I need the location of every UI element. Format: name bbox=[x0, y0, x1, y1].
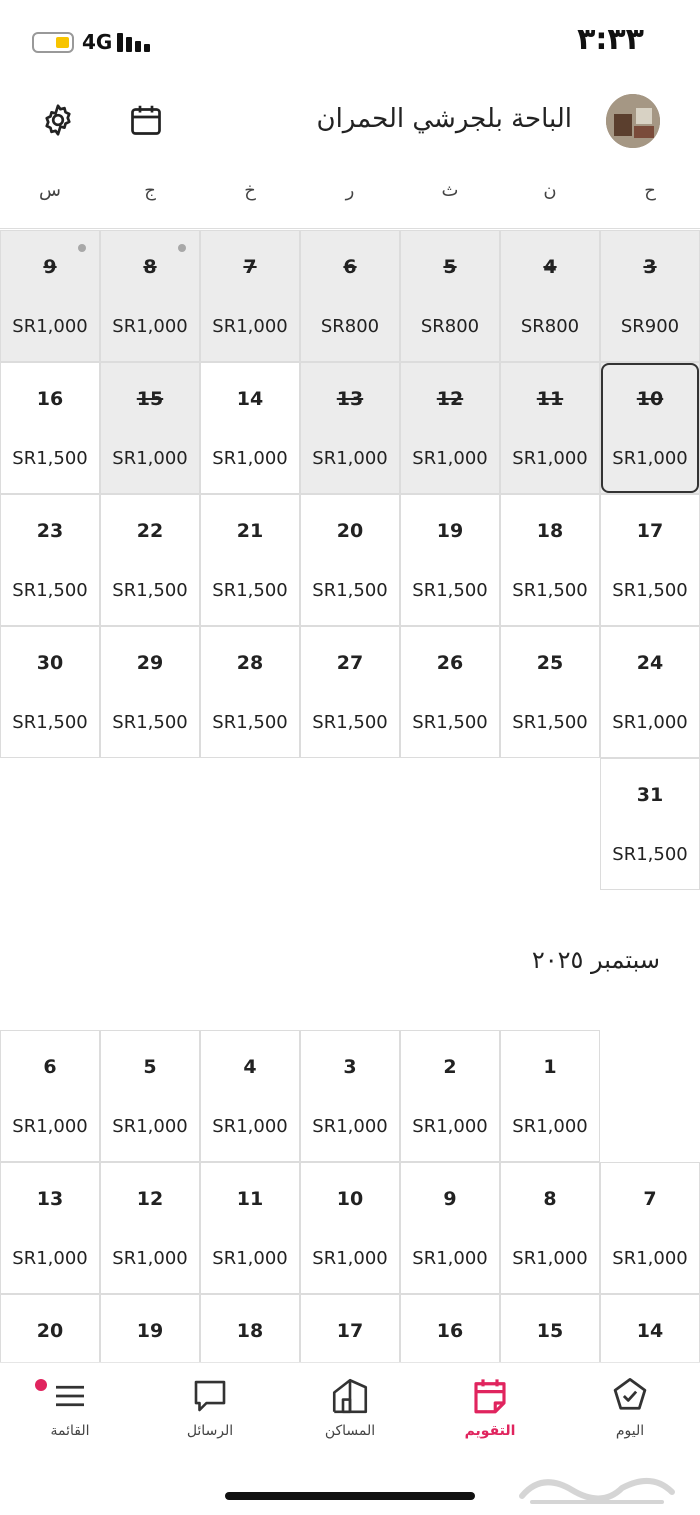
network-type: 4G bbox=[82, 30, 113, 54]
status-time: ٣:٣٣ bbox=[577, 22, 644, 57]
day-number: 18 bbox=[236, 1320, 264, 1342]
header bbox=[0, 84, 700, 164]
day-number: 22 bbox=[136, 520, 164, 542]
calendar-day[interactable] bbox=[600, 1162, 700, 1294]
day-number: 27 bbox=[336, 652, 364, 674]
day-number: 8 bbox=[543, 1188, 557, 1210]
calendar-day[interactable] bbox=[100, 1030, 200, 1162]
day-number: 13 bbox=[36, 1188, 64, 1210]
day-price: SR1,500 bbox=[412, 580, 488, 601]
day-number: 10 bbox=[636, 388, 664, 410]
day-price: SR1,000 bbox=[312, 1248, 388, 1269]
calendar-day[interactable] bbox=[200, 1162, 300, 1294]
day-price: SR1,000 bbox=[12, 1116, 88, 1137]
day-number: 29 bbox=[136, 652, 164, 674]
calendar-day[interactable] bbox=[300, 494, 400, 626]
calendar-day[interactable] bbox=[100, 626, 200, 758]
listing-title[interactable]: الباحة بلجرشي الحمران bbox=[316, 104, 572, 134]
calendar-day[interactable] bbox=[400, 1030, 500, 1162]
weekday-label: ح bbox=[644, 180, 656, 201]
day-number: 10 bbox=[336, 1188, 364, 1210]
day-number: 26 bbox=[436, 652, 464, 674]
calendar-day[interactable] bbox=[500, 626, 600, 758]
day-price: SR1,000 bbox=[312, 448, 388, 469]
day-price: SR1,000 bbox=[112, 448, 188, 469]
calendar-day[interactable] bbox=[600, 494, 700, 626]
settings-icon[interactable] bbox=[38, 100, 78, 140]
calendar-day[interactable] bbox=[300, 362, 400, 494]
day-price: SR1,000 bbox=[212, 316, 288, 337]
nav-label: المساكن bbox=[324, 1423, 376, 1439]
day-price: SR1,000 bbox=[612, 1248, 688, 1269]
calendar-day[interactable] bbox=[500, 362, 600, 494]
calendar-day[interactable] bbox=[0, 494, 100, 626]
day-number: 4 bbox=[243, 1056, 257, 1078]
day-price: SR1,500 bbox=[512, 712, 588, 733]
day-price: SR1,000 bbox=[212, 1116, 288, 1137]
weekday-label: ج bbox=[144, 180, 156, 201]
calendar-day[interactable] bbox=[300, 1162, 400, 1294]
day-number: 7 bbox=[243, 256, 257, 278]
day-price: SR1,000 bbox=[12, 1248, 88, 1269]
calendar-day[interactable] bbox=[500, 230, 600, 362]
status-bar bbox=[0, 0, 700, 84]
day-price: SR1,500 bbox=[212, 580, 288, 601]
nav-label: القائمة bbox=[50, 1423, 90, 1439]
day-price: SR1,500 bbox=[212, 712, 288, 733]
day-price: SR1,000 bbox=[112, 1116, 188, 1137]
day-number: 14 bbox=[636, 1320, 664, 1342]
day-price: SR1,000 bbox=[112, 1248, 188, 1269]
today-icon bbox=[609, 1375, 651, 1417]
day-number: 15 bbox=[536, 1320, 564, 1342]
calendar-day[interactable] bbox=[0, 626, 100, 758]
note-dot bbox=[78, 244, 86, 252]
day-price: SR1,000 bbox=[212, 448, 288, 469]
messages-icon bbox=[189, 1375, 231, 1417]
day-price: SR1,500 bbox=[12, 448, 88, 469]
calendar-day[interactable] bbox=[400, 626, 500, 758]
calendar-day[interactable] bbox=[200, 230, 300, 362]
day-number: 3 bbox=[643, 256, 657, 278]
calendar-day[interactable] bbox=[0, 1162, 100, 1294]
calendar-blank bbox=[600, 1030, 700, 1162]
nav-calendar[interactable] bbox=[435, 1375, 545, 1439]
weekday-label: س bbox=[39, 180, 61, 201]
day-number: 20 bbox=[36, 1320, 64, 1342]
day-price: SR1,000 bbox=[112, 316, 188, 337]
nav-today[interactable] bbox=[575, 1375, 685, 1439]
month-grid-august bbox=[0, 230, 700, 890]
day-number: 25 bbox=[536, 652, 564, 674]
day-price: SR1,500 bbox=[312, 712, 388, 733]
day-number: 6 bbox=[43, 1056, 57, 1078]
day-number: 14 bbox=[236, 388, 264, 410]
day-price: SR1,000 bbox=[612, 448, 688, 469]
day-number: 30 bbox=[36, 652, 64, 674]
day-price: SR1,500 bbox=[312, 580, 388, 601]
day-number: 4 bbox=[543, 256, 557, 278]
day-number: 31 bbox=[636, 784, 664, 806]
day-number: 18 bbox=[536, 520, 564, 542]
day-number: 24 bbox=[636, 652, 664, 674]
weekday-header bbox=[0, 180, 700, 220]
day-price: SR800 bbox=[320, 316, 380, 337]
calendar-day[interactable] bbox=[0, 230, 100, 362]
day-number: 5 bbox=[143, 1056, 157, 1078]
calendar-icon bbox=[469, 1375, 511, 1417]
listing-avatar[interactable] bbox=[606, 94, 660, 148]
day-number: 9 bbox=[443, 1188, 457, 1210]
day-number: 16 bbox=[436, 1320, 464, 1342]
calendar-day[interactable] bbox=[100, 1162, 200, 1294]
day-price: SR1,500 bbox=[612, 580, 688, 601]
day-number: 21 bbox=[236, 520, 264, 542]
day-number: 8 bbox=[143, 256, 157, 278]
calendar-day[interactable] bbox=[600, 626, 700, 758]
calendar-day[interactable] bbox=[500, 1162, 600, 1294]
nav-label: اليوم bbox=[615, 1423, 645, 1439]
day-price: SR1,500 bbox=[12, 580, 88, 601]
nav-menu[interactable] bbox=[15, 1375, 125, 1439]
day-number: 6 bbox=[343, 256, 357, 278]
day-price: SR1,000 bbox=[512, 1248, 588, 1269]
day-price: SR1,500 bbox=[112, 580, 188, 601]
day-price: SR1,000 bbox=[412, 448, 488, 469]
day-number: 17 bbox=[636, 520, 664, 542]
day-price: SR800 bbox=[420, 316, 480, 337]
calendar-icon[interactable] bbox=[126, 100, 166, 140]
day-price: SR1,000 bbox=[512, 448, 588, 469]
notification-dot bbox=[35, 1379, 47, 1391]
day-number: 19 bbox=[436, 520, 464, 542]
weekday-label: ر bbox=[345, 180, 355, 201]
month-title: سبتمبر ٢٠٢٥ bbox=[531, 946, 660, 974]
calendar-day[interactable] bbox=[500, 494, 600, 626]
day-price: SR1,000 bbox=[412, 1116, 488, 1137]
divider bbox=[0, 228, 700, 229]
battery-icon bbox=[32, 32, 74, 53]
day-price: SR1,000 bbox=[512, 1116, 588, 1137]
calendar-day[interactable] bbox=[500, 1030, 600, 1162]
signal-icon bbox=[117, 32, 153, 52]
day-number: 11 bbox=[536, 388, 564, 410]
calendar-day[interactable] bbox=[200, 626, 300, 758]
home-indicator bbox=[225, 1492, 475, 1500]
day-number: 3 bbox=[343, 1056, 357, 1078]
calendar-day[interactable] bbox=[400, 362, 500, 494]
day-number: 20 bbox=[336, 520, 364, 542]
calendar-day[interactable] bbox=[100, 494, 200, 626]
day-price: SR1,500 bbox=[112, 712, 188, 733]
day-number: 15 bbox=[136, 388, 164, 410]
calendar-day[interactable] bbox=[300, 626, 400, 758]
calendar-day[interactable] bbox=[200, 362, 300, 494]
day-number: 17 bbox=[336, 1320, 364, 1342]
day-price: SR1,500 bbox=[612, 844, 688, 865]
calendar-day[interactable] bbox=[100, 230, 200, 362]
day-number: 28 bbox=[236, 652, 264, 674]
listings-icon bbox=[329, 1375, 371, 1417]
calendar-day[interactable] bbox=[100, 362, 200, 494]
nav-label: التقويم bbox=[464, 1423, 516, 1439]
day-price: SR1,000 bbox=[412, 1248, 488, 1269]
day-number: 16 bbox=[36, 388, 64, 410]
calendar-day[interactable] bbox=[400, 494, 500, 626]
weekday-label: خ bbox=[244, 180, 256, 201]
day-price: SR1,500 bbox=[512, 580, 588, 601]
watermark-logo bbox=[512, 1462, 682, 1510]
note-dot bbox=[178, 244, 186, 252]
day-number: 23 bbox=[36, 520, 64, 542]
calendar-day[interactable] bbox=[600, 230, 700, 362]
day-number: 2 bbox=[443, 1056, 457, 1078]
day-number: 13 bbox=[336, 388, 364, 410]
menu-icon bbox=[49, 1375, 91, 1417]
day-number: 7 bbox=[643, 1188, 657, 1210]
day-price: SR1,000 bbox=[612, 712, 688, 733]
day-number: 5 bbox=[443, 256, 457, 278]
nav-label: الرسائل bbox=[186, 1423, 234, 1439]
day-number: 11 bbox=[236, 1188, 264, 1210]
day-number: 1 bbox=[543, 1056, 557, 1078]
day-number: 19 bbox=[136, 1320, 164, 1342]
calendar-day[interactable] bbox=[300, 230, 400, 362]
day-price: SR1,500 bbox=[12, 712, 88, 733]
day-price: SR800 bbox=[520, 316, 580, 337]
day-number: 9 bbox=[43, 256, 57, 278]
nav-messages[interactable] bbox=[155, 1375, 265, 1439]
calendar-day[interactable] bbox=[0, 1030, 100, 1162]
day-price: SR1,500 bbox=[412, 712, 488, 733]
calendar-day[interactable] bbox=[200, 1030, 300, 1162]
calendar-day[interactable] bbox=[400, 230, 500, 362]
day-price: SR1,000 bbox=[12, 316, 88, 337]
weekday-label: ث bbox=[441, 180, 459, 201]
today-highlight bbox=[601, 363, 699, 493]
weekday-label: ن bbox=[543, 180, 557, 201]
day-number: 12 bbox=[136, 1188, 164, 1210]
calendar-day[interactable] bbox=[600, 758, 700, 890]
day-number: 12 bbox=[436, 388, 464, 410]
day-price: SR1,000 bbox=[212, 1248, 288, 1269]
calendar-day[interactable] bbox=[300, 1030, 400, 1162]
day-price: SR900 bbox=[620, 316, 680, 337]
nav-listings[interactable] bbox=[295, 1375, 405, 1439]
calendar-day-today[interactable] bbox=[600, 362, 700, 494]
day-price: SR1,000 bbox=[312, 1116, 388, 1137]
calendar-day[interactable] bbox=[200, 494, 300, 626]
calendar-day[interactable] bbox=[0, 362, 100, 494]
calendar-day[interactable] bbox=[400, 1162, 500, 1294]
